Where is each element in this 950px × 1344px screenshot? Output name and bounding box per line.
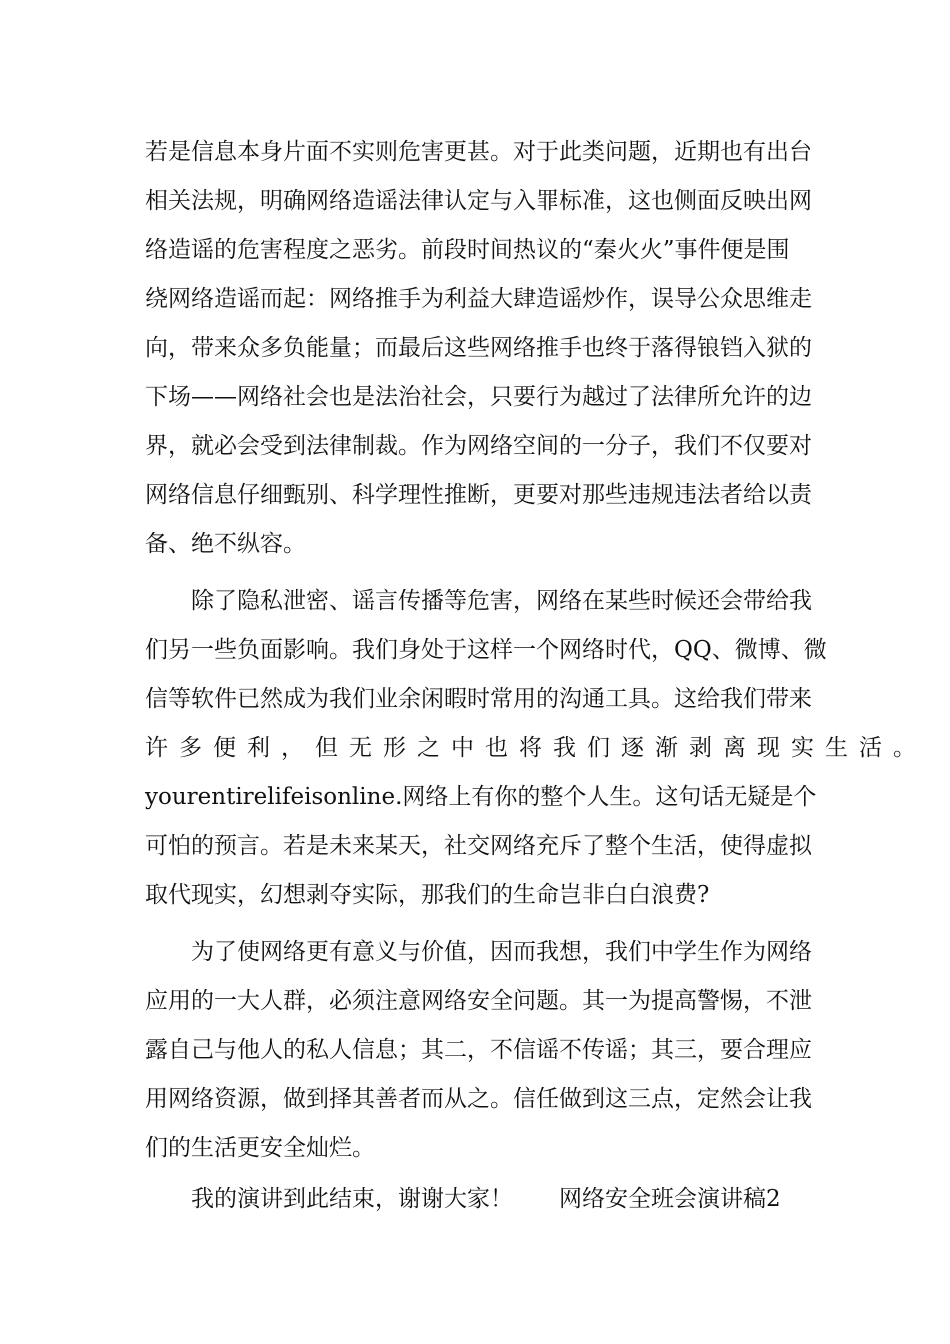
text-line: 相关法规，明确网络造谣法律认定与入罪标准，这也侧面反映出网: [145, 188, 812, 214]
text-line: 可怕的预言。若是未来某天，社交网络充斥了整个生活，使得虚拟: [145, 833, 812, 859]
text-line: 应用的一大人群，必须注意网络安全问题。其一为提高警惕，不泄: [145, 988, 812, 1014]
paragraph-2: [145, 577, 927, 920]
text-line: 取代现实，幻想剥夺实际，那我们的生命岂非白白浪费?: [145, 882, 710, 908]
text-line: 备、绝不纵容。: [145, 531, 306, 557]
text-line: 向，带来众多负能量；而最后这些网络推手也终于落得锒铛入狱的: [145, 335, 812, 361]
text-line: 为了使网络更有意义与价值，因而我想，我们中学生作为网络: [191, 939, 812, 965]
paragraph-1: [145, 128, 815, 569]
text-line: 用网络资源，做到择其善者而从之。信任做到这三点，定然会让我: [145, 1086, 812, 1112]
text-line: 信等软件已然成为我们业余闲暇时常用的沟通工具。这给我们带来: [145, 686, 812, 712]
text-line: yourentirelifeisonline.网络上有你的整个人生。这句话无疑是个: [145, 784, 817, 810]
text-line: 绕网络造谣而起：网络推手为利益大肆造谣炒作，误导公众思维走: [145, 286, 812, 312]
paragraph-3: [145, 928, 815, 1173]
text-line: 许多便利，但无形之中也将我们逐渐剥离现实生活。: [145, 735, 927, 761]
text-line: 们的生活更安全灿烂。: [145, 1135, 375, 1161]
text-line: 网络信息仔细甄别、科学理性推断，更要对那些违规违法者给以责: [145, 482, 812, 508]
text-line: 络造谣的危害程度之恶劣。前段时间热议的“秦火火”事件便是围: [145, 237, 790, 263]
paragraph-4: [145, 1175, 815, 1224]
text-line: 我的演讲到此结束，谢谢大家！ 网络安全班会演讲稿2: [191, 1186, 781, 1212]
text-line: 们另一些负面影响。我们身处于这样一个网络时代，QQ、微博、微: [145, 637, 827, 663]
text-line: 若是信息本身片面不实则危害更甚。对于此类问题，近期也有出台: [145, 139, 812, 165]
text-line: 除了隐私泄密、谣言传播等危害，网络在某些时候还会带给我: [191, 588, 812, 614]
text-line: 露自己与他人的私人信息；其二，不信谣不传谣；其三，要合理应: [145, 1037, 812, 1063]
text-line: 下场——网络社会也是法治社会，只要行为越过了法律所允许的边: [145, 384, 812, 410]
text-line: 界，就必会受到法律制裁。作为网络空间的一分子，我们不仅要对: [145, 433, 812, 459]
